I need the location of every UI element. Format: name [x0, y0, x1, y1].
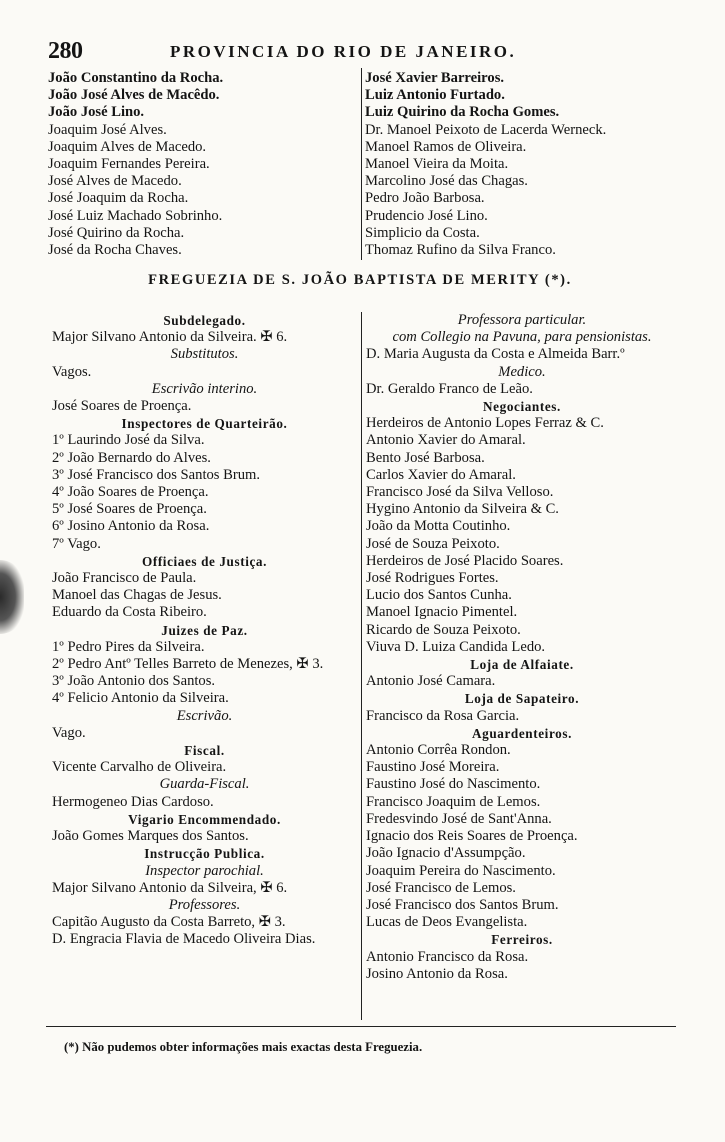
list-item: Luiz Quirino da Rocha Gomes. — [365, 104, 560, 121]
list-item: Simplicio da Costa. — [365, 224, 480, 241]
list-item: 7º Vago. — [52, 535, 101, 552]
role-label: Guarda-Fiscal. — [159, 776, 250, 793]
subheading: Instrucção Publica. — [144, 846, 265, 862]
top-left-column — [48, 70, 358, 259]
list-item: José Xavier Barreiros. — [365, 70, 505, 86]
list-item: José Joaquim da Rocha. — [48, 190, 189, 207]
page-edge-stain — [0, 560, 24, 634]
list-item: Major Silvano Antonio da Silveira, ✠ 6. — [52, 879, 288, 896]
list-item: Pedro João Barbosa. — [365, 190, 485, 207]
list-item: José Luiz Machado Sobrinho. — [48, 207, 223, 224]
list-item: Eduardo da Costa Ribeiro. — [52, 604, 207, 621]
list-item: João José Lino. — [48, 104, 145, 121]
list-item: Manoel Ramos de Oliveira. — [365, 138, 527, 155]
list-item: José Alves de Macedo. — [48, 173, 182, 190]
list-item: Marcolino José das Chagas. — [365, 173, 528, 190]
list-item: José Francisco dos Santos Brum. — [366, 896, 559, 913]
list-item: Hermogeneo Dias Cardoso. — [52, 793, 214, 810]
list-item: Lucas de Deos Evangelista. — [366, 914, 528, 931]
list-item: 4º João Soares de Proença. — [52, 484, 209, 501]
list-item: João José Alves de Macêdo. — [48, 87, 220, 104]
list-item: Dr. Manoel Peixoto de Lacerda Werneck. — [365, 121, 607, 138]
list-item: 4º Felicio Antonio da Silveira. — [52, 690, 229, 707]
list-item: José da Rocha Chaves. — [48, 242, 182, 259]
subheading: Loja de Sapateiro. — [464, 691, 580, 707]
list-item: Hygino Antonio da Silveira & C. — [366, 501, 559, 518]
list-item: Antonio Corrêa Rondon. — [366, 742, 511, 759]
footnote-rule — [46, 1026, 676, 1027]
list-item: Luiz Antonio Furtado. — [365, 87, 505, 104]
role-label: Inspector parochial. — [145, 862, 264, 879]
subheading: Inspectores de Quarteirão. — [121, 416, 288, 432]
role-label: Professores. — [168, 896, 241, 913]
list-item: Vagos. — [52, 363, 92, 380]
list-item: Dr. Geraldo Franco de Leão. — [366, 380, 533, 397]
subheading: Fiscal. — [184, 743, 225, 759]
list-item: Ignacio dos Reis Soares de Proença. — [366, 828, 578, 845]
role-label: Medico. — [498, 363, 546, 380]
page-header — [48, 38, 668, 66]
list-item: Capitão Augusto da Costa Barreto, ✠ 3. — [52, 914, 286, 931]
list-item: Vago. — [52, 724, 86, 741]
role-label: com Collegio na Pavuna, para pensionistas. — [392, 329, 652, 346]
main-left-column — [52, 312, 357, 949]
list-item: José Quirino da Rocha. — [48, 224, 185, 241]
role-label: Escrivão interino. — [151, 380, 258, 397]
list-item: Manoel das Chagas de Jesus. — [52, 587, 222, 604]
page-title: PROVINCIA DO RIO DE JANEIRO. — [170, 42, 517, 61]
subheading: Vigario Encommendado. — [128, 811, 281, 827]
list-item: D. Engracia Flavia de Macedo Oliveira Dias. — [52, 931, 316, 948]
list-item: Thomaz Rufino da Silva Franco. — [365, 242, 556, 259]
role-label: Substitutos. — [170, 346, 239, 363]
subheading: Ferreiros. — [491, 932, 553, 948]
list-item: Joaquim Pereira do Nascimento. — [366, 862, 556, 879]
list-item: Francisco da Rosa Garcia. — [366, 707, 520, 724]
list-item: 1º Pedro Pires da Silveira. — [52, 638, 205, 655]
role-label: Professora particular. — [457, 312, 587, 328]
list-item: 3º João Antonio dos Santos. — [52, 673, 216, 690]
list-item: João Gomes Marques dos Santos. — [52, 828, 249, 845]
list-item: Francisco José da Silva Velloso. — [366, 484, 554, 501]
list-item: Viuva D. Luiza Candida Ledo. — [366, 638, 546, 655]
list-item: Vicente Carvalho de Oliveira. — [52, 759, 227, 776]
column-divider — [361, 312, 362, 1020]
list-item: Francisco Joaquim de Lemos. — [366, 793, 541, 810]
top-right-column — [365, 70, 675, 259]
subheading: Officiaes de Justiça. — [141, 553, 268, 569]
column-divider — [361, 68, 362, 260]
list-item: Ricardo de Souza Peixoto. — [366, 621, 521, 638]
list-item: Antonio José Camara. — [366, 673, 496, 690]
list-item: Herdeiros de Antonio Lopes Ferraz & C. — [366, 415, 604, 432]
main-right-column — [366, 312, 678, 983]
list-item: Major Silvano Antonio da Silveira. ✠ 6. — [52, 329, 288, 346]
list-item: Manoel Ignacio Pimentel. — [366, 604, 518, 621]
list-item: João Constantino da Rocha. — [48, 70, 224, 86]
list-item: José Francisco de Lemos. — [366, 879, 516, 896]
list-item: 1º Laurindo José da Silva. — [52, 432, 205, 449]
list-item: 2º Pedro Antº Telles Barreto de Menezes, ✠ 3. — [52, 656, 324, 673]
list-item: Faustino José Moreira. — [366, 759, 500, 776]
list-item: Fredesvindo José de Sant'Anna. — [366, 810, 552, 827]
list-item: Joaquim Alves de Macedo. — [48, 138, 207, 155]
subheading: Loja de Alfaiate. — [470, 657, 574, 673]
list-item: 2º João Bernardo do Alves. — [52, 449, 211, 466]
subheading: Aguardenteiros. — [472, 725, 572, 741]
list-item: Herdeiros de José Placido Soares. — [366, 552, 564, 569]
list-item: João Francisco de Paula. — [52, 570, 197, 587]
subheading: Negociantes. — [483, 399, 561, 415]
list-item: Faustino José do Nascimento. — [366, 776, 541, 793]
list-item: 6º Josino Antonio da Rosa. — [52, 518, 210, 535]
page-number: 280 — [48, 38, 83, 64]
list-item: D. Maria Augusta da Costa e Almeida Barr.º — [366, 346, 625, 363]
list-item: João da Motta Coutinho. — [366, 518, 511, 535]
subheading: Subdelegado. — [163, 313, 246, 328]
list-item: Prudencio José Lino. — [365, 207, 488, 224]
footnote: (*) Não pudemos obter informações mais exactas desta Freguezia. — [64, 1040, 423, 1054]
role-label: Escrivão. — [176, 707, 233, 724]
list-item: José de Souza Peixoto. — [366, 535, 500, 552]
list-item: 5º José Soares de Proença. — [52, 501, 207, 518]
section-heading: FREGUEZIA DE S. JOÃO BAPTISTA DE MERITY (*). — [148, 272, 572, 288]
list-item: Josino Antonio da Rosa. — [366, 965, 508, 982]
list-item: Bento José Barbosa. — [366, 449, 485, 466]
list-item: Lucio dos Santos Cunha. — [366, 587, 512, 604]
subheading: Juizes de Paz. — [161, 622, 248, 638]
list-item: Manoel Vieira da Moita. — [365, 156, 509, 173]
list-item: Antonio Xavier do Amaral. — [366, 432, 526, 449]
list-item: João Ignacio d'Assumpção. — [366, 845, 526, 862]
list-item: José Rodrigues Fortes. — [366, 570, 499, 587]
list-item: Joaquim José Alves. — [48, 121, 167, 138]
list-item: José Soares de Proença. — [52, 398, 192, 415]
list-item: 3º José Francisco dos Santos Brum. — [52, 466, 261, 483]
list-item: Antonio Francisco da Rosa. — [366, 948, 529, 965]
list-item: Carlos Xavier do Amaral. — [366, 466, 516, 483]
list-item: Joaquim Fernandes Pereira. — [48, 156, 210, 173]
